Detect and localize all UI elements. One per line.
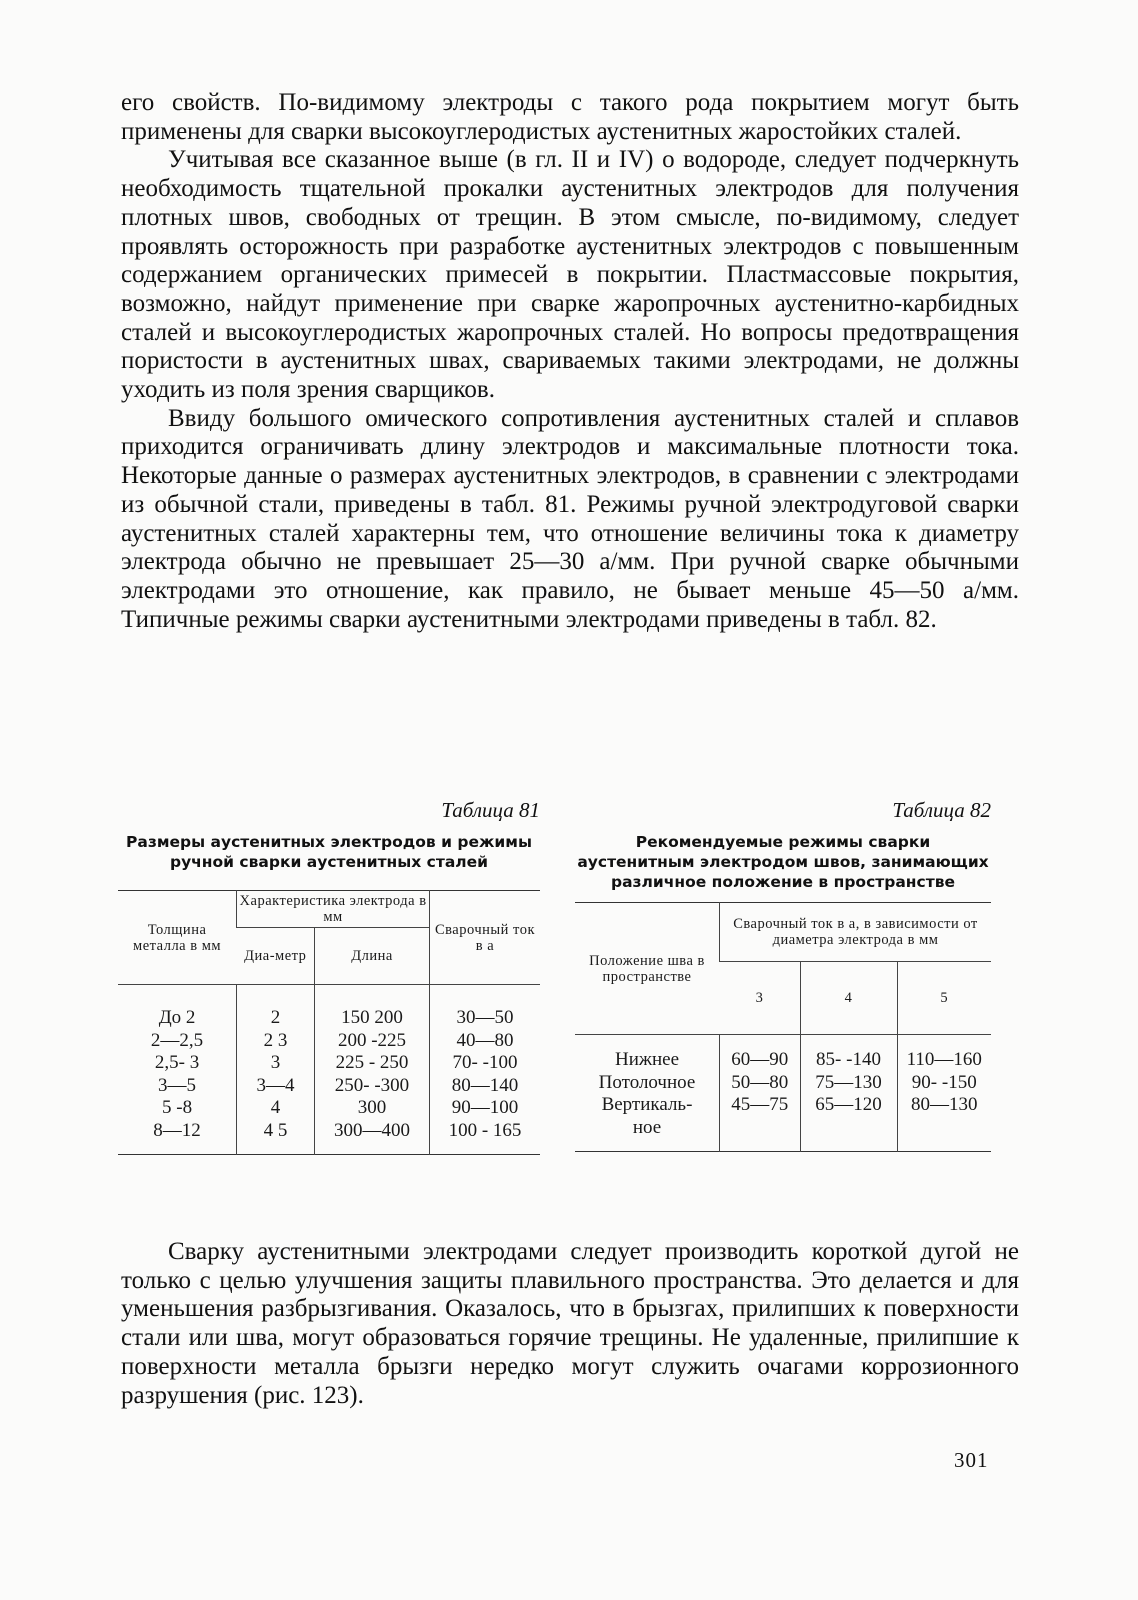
table-cell: [897, 1035, 991, 1152]
table-cell: 250- -300: [314, 1075, 429, 1098]
column-header: 5: [897, 962, 991, 1035]
column-header: Длина: [314, 928, 429, 985]
table-row: [118, 985, 540, 1030]
table-cell: 2,5- 3: [154, 1052, 200, 1073]
table-cell: [575, 1035, 720, 1152]
body-text-bottom: [121, 1238, 1019, 1410]
column-header: Диа-метр: [237, 928, 315, 985]
table-row: [575, 1035, 991, 1152]
table-cell: 3: [237, 1052, 315, 1075]
cell-line: 75—130: [815, 1071, 882, 1093]
data-table: [118, 890, 540, 1155]
table-cell: 80—140: [430, 1075, 541, 1098]
table-label: Таблица 81: [441, 798, 540, 822]
paragraph: Ввиду большого омического сопротивления аустенитных сталей и сплавов приходится ограничивать длину электродов и максимальные плотности тока. Некоторые данные о размерах аустенитных электродов, в сравнении с электродами из обычной стали, приведены в табл. 81. Режимы ручной электродуговой сварки аустенитных сталей характерны тем, что отношение величины тока к диаметру электрода обычно не превышает 25—30 а/мм. При ручной сварке обычными электродами это отношение, как правило, не бывает меньше 45—50 а/мм. Типичные режимы сварки аустенитными электродами приведены в табл. 82.: [121, 404, 1019, 633]
paragraph: его свойств. По-видимому электроды с такого рода покрытием могут быть применены для сварки высокоуглеродистых аустенитных жаростойких сталей.: [121, 89, 1019, 145]
table-cell: 4 5: [237, 1120, 315, 1155]
table-title: Размеры аустенитных электродов и режимы ручной сварки аустенитных сталей: [126, 833, 532, 871]
table-cell: 70- -100: [430, 1052, 541, 1075]
cell-line: Вертикаль-ное: [601, 1094, 693, 1138]
table-cell: 200 -225: [314, 1030, 429, 1053]
table-cell: 100 - 165: [430, 1120, 541, 1155]
page-number: 301: [954, 1448, 989, 1472]
column-header: Положение шва в пространстве: [575, 903, 720, 1035]
table-cell: 90—100: [430, 1097, 541, 1120]
table-row: [118, 1052, 540, 1075]
cell-line: 45—75: [731, 1094, 789, 1115]
table-cell: 30—50: [430, 985, 541, 1030]
table-cell: [800, 1035, 897, 1152]
table-cell: 4: [237, 1097, 315, 1120]
table-cell: 40—80: [430, 1030, 541, 1053]
table-row: [118, 1097, 540, 1120]
paragraph: Учитывая все сказанное выше (в гл. II и IV) о водороде, следует подчеркнуть необходимость тщательной прокалки аустенитных электродов для получения плотных швов, свободных от трещин. В этом смысле, по-видимому, следует проявлять осторожность при разработке аустенитных электродов с повышенным содержанием органических примесей в покрытии. Пластмассовые покрытия, возможно, найдут применение при сварке жаропрочных аустенитно-карбидных сталей и высокоуглеродистых жаропрочных сталей. Но вопросы предотвращения пористости в аустенитных швах, свариваемых такими электродами, не должны уходить из поля зрения сварщиков.: [121, 146, 1019, 404]
table-cell: 300—400: [314, 1120, 429, 1155]
table-cell: 2 3: [237, 1030, 315, 1053]
column-group-header: Характеристика электрода в мм: [237, 891, 430, 928]
table-cell: 8—12: [153, 1119, 201, 1141]
table-cell: 5 -8: [162, 1097, 193, 1118]
cell-line: 60—90: [731, 1049, 789, 1070]
cell-line: Потолочное: [598, 1071, 696, 1093]
paragraph: Сварку аустенитными электродами следует производить короткой дугой не только с целью улучшения защиты плавильного пространства. Это делается и для уменьшения разбрызгивания. Оказалось, что в брызгах, прилипших к поверхности стали или шва, могут образоваться горячие трещины. Не удаленные, прилипшие к поверхности металла брызги нередко могут служить очагами коррозионного разрушения (рис. 123).: [121, 1238, 1019, 1409]
table-title: Рекомендуемые режимы сварки аустенитным электродом швов, занимающих различное положение в пространстве: [577, 833, 989, 891]
table-82: [575, 798, 991, 1152]
column-header: 3: [720, 962, 801, 1035]
table-cell: До 2: [158, 1007, 196, 1028]
cell-line: Нижнее: [614, 1049, 680, 1070]
column-header: Толщина металла в мм: [118, 891, 237, 985]
table-cell: 150 200: [314, 985, 429, 1030]
column-group-header: Сварочный ток в а, в зависимости от диаметра электрода в мм: [720, 903, 992, 962]
table-label: Таблица 82: [892, 798, 991, 822]
cell-line: 85- -140: [816, 1049, 881, 1070]
data-table: [575, 902, 991, 1152]
column-header: 4: [800, 962, 897, 1035]
table-row: [118, 1075, 540, 1098]
cell-line: 65—120: [815, 1094, 882, 1115]
cell-line: 80—130: [911, 1094, 978, 1115]
table-cell: 3—5: [158, 1074, 197, 1096]
table-cell: 300: [314, 1097, 429, 1120]
table-row: [118, 1030, 540, 1053]
table-row: [118, 1120, 540, 1155]
table-81: [118, 798, 540, 1155]
cell-line: 50—80: [731, 1071, 789, 1093]
table-cell: 225 - 250: [314, 1052, 429, 1075]
table-cell: 2: [237, 985, 315, 1030]
table-cell: 2—2,5: [150, 1029, 204, 1051]
column-header: Сварочный ток в а: [430, 891, 541, 985]
cell-line: 110—160: [906, 1049, 982, 1070]
table-cell: [720, 1035, 801, 1152]
cell-line: 90- -150: [911, 1071, 977, 1093]
body-text-top: [121, 89, 1019, 634]
table-cell: 3—4: [237, 1075, 315, 1098]
